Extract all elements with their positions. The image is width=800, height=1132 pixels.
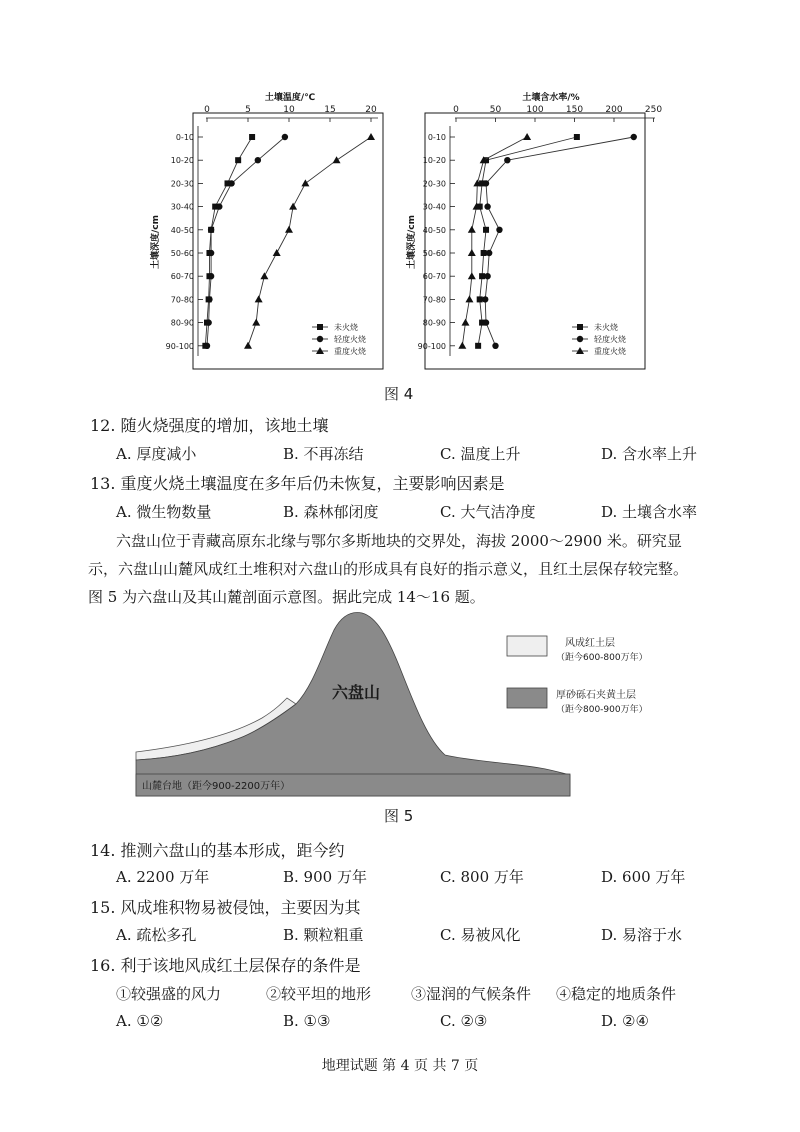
- right-x-tick-label: 100: [526, 105, 544, 115]
- figure-4-caption: 图 4: [384, 385, 414, 403]
- right-y-tick-label: 70-80: [422, 295, 446, 305]
- left-data-point: [206, 296, 212, 302]
- right-x-tick-label: 50: [489, 105, 502, 115]
- q16-condition-4: ④稳定的地质条件: [556, 985, 677, 1003]
- left-series-line: [205, 137, 252, 346]
- right-data-point: [468, 249, 476, 256]
- right-series-line: [478, 137, 577, 346]
- q16-option-b[interactable]: B. ①③: [283, 1012, 331, 1030]
- legend-red-clay-swatch: [507, 636, 547, 656]
- left-legend-label: 未火烧: [334, 323, 358, 332]
- right-y-label: 土壤深度/cm: [407, 214, 417, 270]
- q12-option-d[interactable]: D. 含水率上升: [601, 445, 698, 463]
- right-x-tick-label: 250: [644, 105, 663, 115]
- left-data-point: [255, 157, 261, 163]
- right-data-point: [523, 133, 531, 140]
- left-x-tick-label: 15: [324, 105, 336, 115]
- q14-option-d[interactable]: D. 600 万年: [601, 868, 686, 886]
- left-data-point: [208, 227, 214, 233]
- left-data-point: [249, 134, 255, 140]
- right-legend: [572, 322, 626, 356]
- q14-option-b[interactable]: B. 900 万年: [283, 868, 367, 886]
- left-data-point: [205, 319, 211, 325]
- right-data-point: [496, 227, 502, 233]
- q16-condition-3: ③湿润的气候条件: [411, 985, 532, 1003]
- right-legend-label: 重度火烧: [594, 347, 626, 356]
- right-y-tick-label: 10-20: [422, 156, 446, 166]
- q12-option-c[interactable]: C. 温度上升: [440, 445, 521, 463]
- left-legend-marker: [317, 336, 323, 342]
- left-data-point: [252, 319, 260, 326]
- q12-option-b[interactable]: B. 不再冻结: [283, 445, 364, 463]
- q13-option-d[interactable]: D. 土壤含水率: [601, 503, 698, 521]
- right-data-point: [484, 273, 490, 279]
- left-data-point: [273, 249, 281, 256]
- left-data-point: [289, 203, 297, 210]
- right-data-point: [481, 250, 487, 256]
- q12-option-a[interactable]: A. 厚度减小: [116, 445, 197, 463]
- right-data-point: [484, 203, 490, 209]
- passage-line-3: 图 5 为六盘山及其山麓剖面示意图。据此完成 14～16 题。: [88, 588, 485, 606]
- right-data-point: [483, 227, 489, 233]
- q13-option-c[interactable]: C. 大气洁净度: [440, 503, 536, 521]
- left-x-tick-label: 20: [365, 105, 377, 115]
- q15-option-d[interactable]: D. 易溶于水: [601, 926, 683, 944]
- left-y-label: 土壤深度/cm: [151, 214, 161, 270]
- left-legend-marker: [316, 347, 324, 354]
- base-label: 山麓台地（距今900-2200万年）: [142, 781, 291, 792]
- right-x-tick-label: 200: [605, 105, 623, 115]
- left-y-tick-label: 10-20: [170, 156, 194, 166]
- right-data-point: [468, 226, 476, 233]
- right-data-point: [486, 250, 492, 256]
- q16-option-d[interactable]: D. ②④: [601, 1012, 649, 1030]
- right-y-tick-label: 50-60: [422, 249, 446, 258]
- right-series-line: [485, 137, 634, 346]
- passage-line-1: 六盘山位于青藏高原东北缘与鄂尔多斯地块的交界处，海拔 2000～2900 米。研究显: [116, 532, 682, 550]
- right-data-point: [479, 273, 485, 279]
- right-data-point: [482, 296, 488, 302]
- left-x-tick-label: 0: [204, 105, 210, 115]
- left-data-point: [208, 250, 214, 256]
- right-y-tick-label: 80-90: [422, 318, 446, 328]
- question-14-stem: 14. 推测六盘山的基本形成，距今约: [90, 841, 345, 860]
- left-data-point: [282, 134, 288, 140]
- right-data-point: [477, 296, 483, 302]
- left-legend: [312, 322, 366, 356]
- left-data-point: [301, 179, 309, 186]
- left-series-line: [207, 137, 285, 346]
- right-data-point: [475, 343, 481, 349]
- q16-condition-2: ②较平坦的地形: [266, 985, 372, 1003]
- left-data-point: [216, 203, 222, 209]
- left-data-point: [333, 156, 341, 163]
- q15-option-b[interactable]: B. 颗粒粗重: [283, 926, 364, 944]
- right-y-tick-label: 60-70: [422, 272, 446, 282]
- right-data-point: [574, 134, 580, 140]
- q16-option-c[interactable]: C. ②③: [440, 1012, 488, 1030]
- right-axis-title: 土壤含水率/%: [522, 93, 580, 103]
- legend-gravel-age: （距今800-900万年）: [556, 705, 648, 715]
- figure-5: [0, 608, 800, 808]
- sandy-gravel-loess-layer: [136, 613, 570, 796]
- left-y-tick-label: 50-60: [170, 249, 194, 258]
- left-y-tick-label: 70-80: [170, 295, 194, 305]
- left-y-tick-label: 40-50: [170, 225, 194, 235]
- left-y-tick-label: 80-90: [170, 318, 194, 328]
- q14-option-a[interactable]: A. 2200 万年: [116, 868, 210, 886]
- q15-option-c[interactable]: C. 易被风化: [440, 926, 521, 944]
- right-data-point: [483, 180, 489, 186]
- soil-moisture-chart: [405, 91, 662, 369]
- left-y-tick-label: 20-30: [170, 179, 194, 189]
- left-data-point: [235, 157, 241, 163]
- legend-gravel-swatch: [507, 688, 547, 708]
- right-legend-label: 未火烧: [594, 323, 618, 332]
- right-legend-marker: [576, 347, 584, 354]
- right-data-point: [465, 295, 473, 302]
- q13-option-a[interactable]: A. 微生物数量: [116, 503, 212, 521]
- question-13-stem: 13. 重度火烧土壤温度在多年后仍未恢复，主要影响因素是: [90, 474, 505, 493]
- left-legend-marker: [317, 324, 323, 330]
- passage-line-2: 示，六盘山山麓风成红土堆积对六盘山的形成具有良好的指示意义，且红土层保存较完整。: [88, 560, 689, 578]
- legend-red-clay-age: （距今600-800万年）: [556, 653, 648, 663]
- right-data-point: [458, 342, 466, 349]
- legend-red-clay-name: 风成红土层: [565, 638, 615, 649]
- figure-5-caption: 图 5: [384, 807, 414, 825]
- soil-temperature-chart: [149, 91, 383, 369]
- left-x-tick-label: 5: [245, 105, 251, 115]
- left-y-tick-label: 60-70: [170, 272, 194, 282]
- right-data-point: [483, 319, 489, 325]
- right-legend-marker: [577, 336, 583, 342]
- right-data-point: [504, 157, 510, 163]
- page-footer: 地理试题 第 4 页 共 7 页: [321, 1058, 479, 1074]
- left-data-point: [204, 343, 210, 349]
- figure-4: [0, 0, 800, 400]
- right-y-tick-label: 20-30: [422, 179, 446, 189]
- right-y-tick-label: 0-10: [427, 133, 446, 142]
- left-x-tick-label: 10: [283, 105, 295, 115]
- left-data-point: [285, 226, 293, 233]
- question-15-stem: 15. 风成堆积物易被侵蚀，主要因为其: [90, 898, 361, 917]
- right-data-point: [468, 272, 476, 279]
- left-axis-title: 土壤温度/℃: [264, 93, 316, 103]
- left-y-tick-label: 0-10: [175, 133, 194, 142]
- left-data-point: [208, 273, 214, 279]
- legend-gravel-name: 厚砂砾石夹黄土层: [556, 690, 636, 701]
- right-x-tick-label: 150: [565, 105, 584, 115]
- left-legend-label: 重度火烧: [334, 347, 366, 356]
- left-data-point: [255, 295, 263, 302]
- q14-option-c[interactable]: C. 800 万年: [440, 868, 524, 886]
- right-y-tick-label: 40-50: [422, 225, 446, 235]
- q16-condition-1: ①较强盛的风力: [116, 985, 222, 1003]
- right-y-tick-label: 30-40: [422, 202, 446, 212]
- right-legend-marker: [577, 324, 583, 330]
- left-data-point: [228, 180, 234, 186]
- right-data-point: [631, 134, 637, 140]
- q16-option-a[interactable]: A. ①②: [116, 1012, 164, 1030]
- right-y-tick-label: 90-100: [417, 341, 446, 351]
- right-data-point: [461, 319, 469, 326]
- right-legend-label: 轻度火烧: [594, 335, 626, 344]
- q13-option-b[interactable]: B. 森林郁闭度: [283, 503, 379, 521]
- left-legend-label: 轻度火烧: [334, 335, 366, 344]
- right-data-point: [492, 343, 498, 349]
- left-data-point: [367, 133, 375, 140]
- question-16-stem: 16. 利于该地风成红土层保存的条件是: [90, 956, 361, 975]
- left-y-tick-label: 30-40: [170, 202, 194, 212]
- right-x-tick-label: 0: [453, 105, 459, 115]
- left-data-point: [260, 272, 268, 279]
- q15-option-a[interactable]: A. 疏松多孔: [116, 926, 197, 944]
- mountain-label: 六盘山: [331, 683, 381, 702]
- left-data-point: [244, 342, 252, 349]
- left-series-line: [248, 137, 371, 346]
- left-y-tick-label: 90-100: [165, 341, 194, 351]
- question-12-stem: 12. 随火烧强度的增加，该地土壤: [90, 416, 329, 435]
